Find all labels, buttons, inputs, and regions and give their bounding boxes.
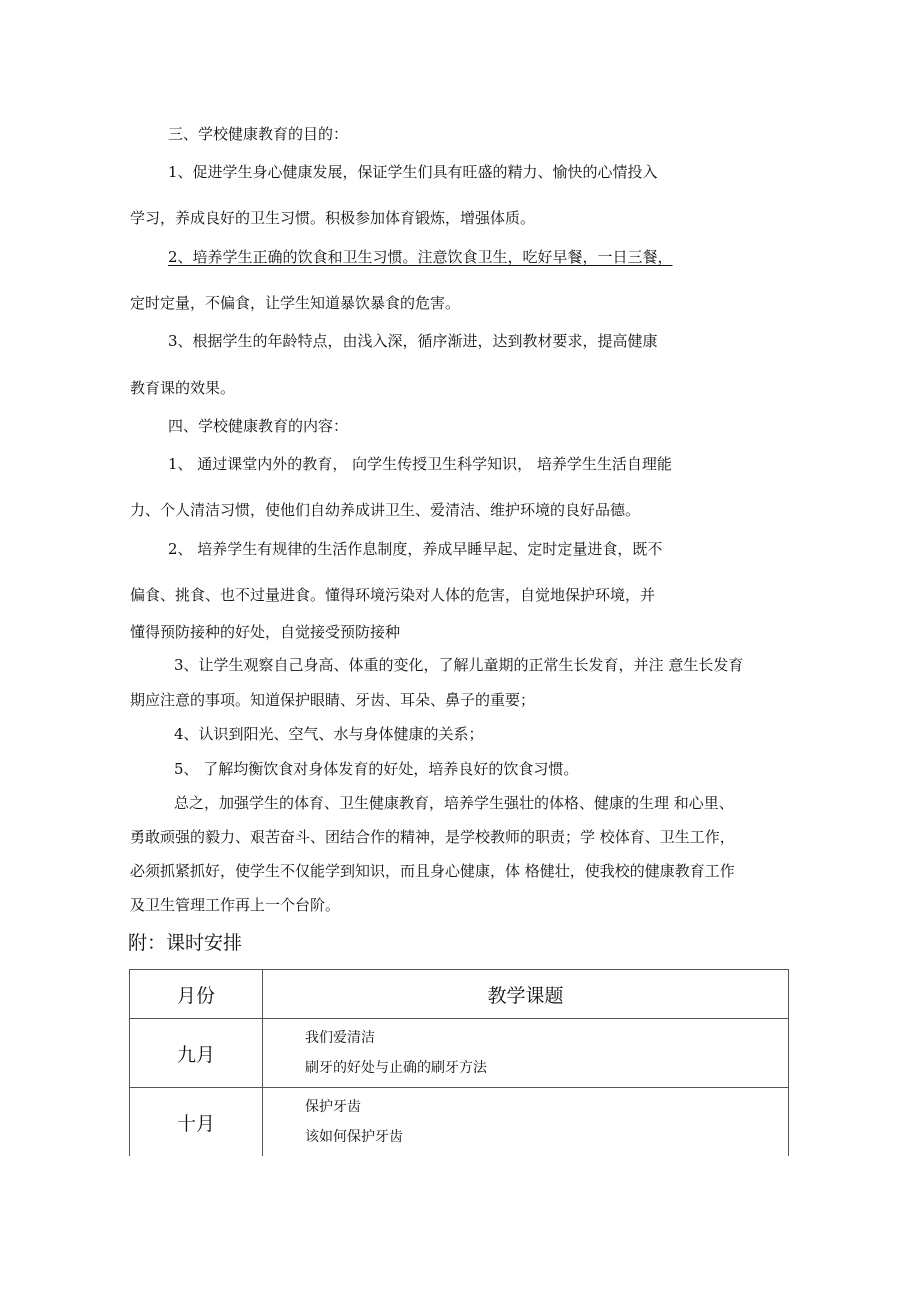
- paragraph-line: 及卫生管理工作再上一个台阶。: [130, 896, 341, 914]
- topic-item: 该如何保护牙齿: [305, 1129, 403, 1145]
- paragraph-line: 总之，加强学生的体育、卫生健康教育，培养学生强壮的体格、健康的生理 和心里、: [174, 794, 734, 812]
- topic-item: 保护牙齿: [305, 1099, 361, 1115]
- month-cell: 十月: [130, 1088, 263, 1157]
- month-cell: 九月: [130, 1019, 263, 1088]
- table-row: [130, 1088, 789, 1157]
- paragraph-line: 偏食、挑食、也不过量进食。懂得环境污染对人体的危害，自觉地保护环境，并: [130, 586, 656, 604]
- paragraph-line: 2、培养学生正确的饮食和卫生习惯。注意饮食卫生，吃好早餐，一日三餐，: [168, 248, 673, 266]
- paragraph-line: 期应注意的事项。知道保护眼睛、牙齿、耳朵、鼻子的重要；: [130, 691, 536, 709]
- header-topic: 教学课题: [263, 970, 789, 1019]
- paragraph-line: 教育课的效果。: [130, 379, 236, 397]
- paragraph-line: 定时定量，不偏食，让学生知道暴饮暴食的危害。: [130, 294, 461, 312]
- header-month: 月份: [130, 970, 263, 1019]
- paragraph-line: 勇敢顽强的毅力、艰苦奋斗、团结合作的精神，是学校教师的职责；学 校体育、卫生工作，: [130, 828, 735, 846]
- appendix-title: 附：课时安排: [128, 932, 243, 954]
- paragraph-line: 三、学校健康教育的目的：: [168, 125, 349, 143]
- table-row: [130, 1019, 789, 1088]
- topics-cell: [263, 1019, 789, 1088]
- paragraph-line: 2、 培养学生有规律的生活作息制度，养成早睡早起、定时定量进食，既不: [168, 540, 663, 558]
- topic-item: 我们爱清洁: [305, 1030, 375, 1046]
- paragraph-line: 力、个人清洁习惯，使他们自幼养成讲卫生、爱清洁、维护环境的良好品德。: [130, 501, 641, 519]
- topic-item: 刷牙的好处与止确的刷牙方法: [305, 1060, 487, 1076]
- paragraph-line: 1、促进学生身心健康发展，保证学生们具有旺盛的精力、愉快的心情投入: [168, 163, 658, 181]
- paragraph-line: 5、 了解均衡饮食对身体发育的好处，培养良好的饮食习惯。: [174, 760, 579, 778]
- paragraph-line: 必须抓紧抓好，使学生不仅能学到知识，而且身心健康，体 格健壮，使我校的健康教育工作: [130, 862, 735, 880]
- paragraph-line: 学习，养成良好的卫生习惯。积极参加体育锻炼，增强体质。: [130, 209, 536, 227]
- paragraph-line: 3、根据学生的年龄特点，由浅入深，循序渐进，达到教材要求，提高健康: [168, 332, 658, 350]
- paragraph-line: 3、让学生观察自己身高、体重的变化，了解儿童期的正常生长发育，并注 意生长发育: [174, 656, 744, 674]
- paragraph-line: 4、认识到阳光、空气、水与身体健康的关系；: [174, 725, 484, 743]
- table-header-row: [130, 970, 789, 1019]
- paragraph-line: 懂得预防接种的好处，自觉接受预防接种: [130, 623, 401, 641]
- topics-cell: [263, 1088, 789, 1157]
- schedule-table: [129, 969, 789, 1156]
- paragraph-line: 四、学校健康教育的内容：: [168, 417, 349, 435]
- paragraph-line: 1、 通过课堂内外的教育， 向学生传授卫生科学知识， 培养学生生活自理能: [168, 455, 672, 473]
